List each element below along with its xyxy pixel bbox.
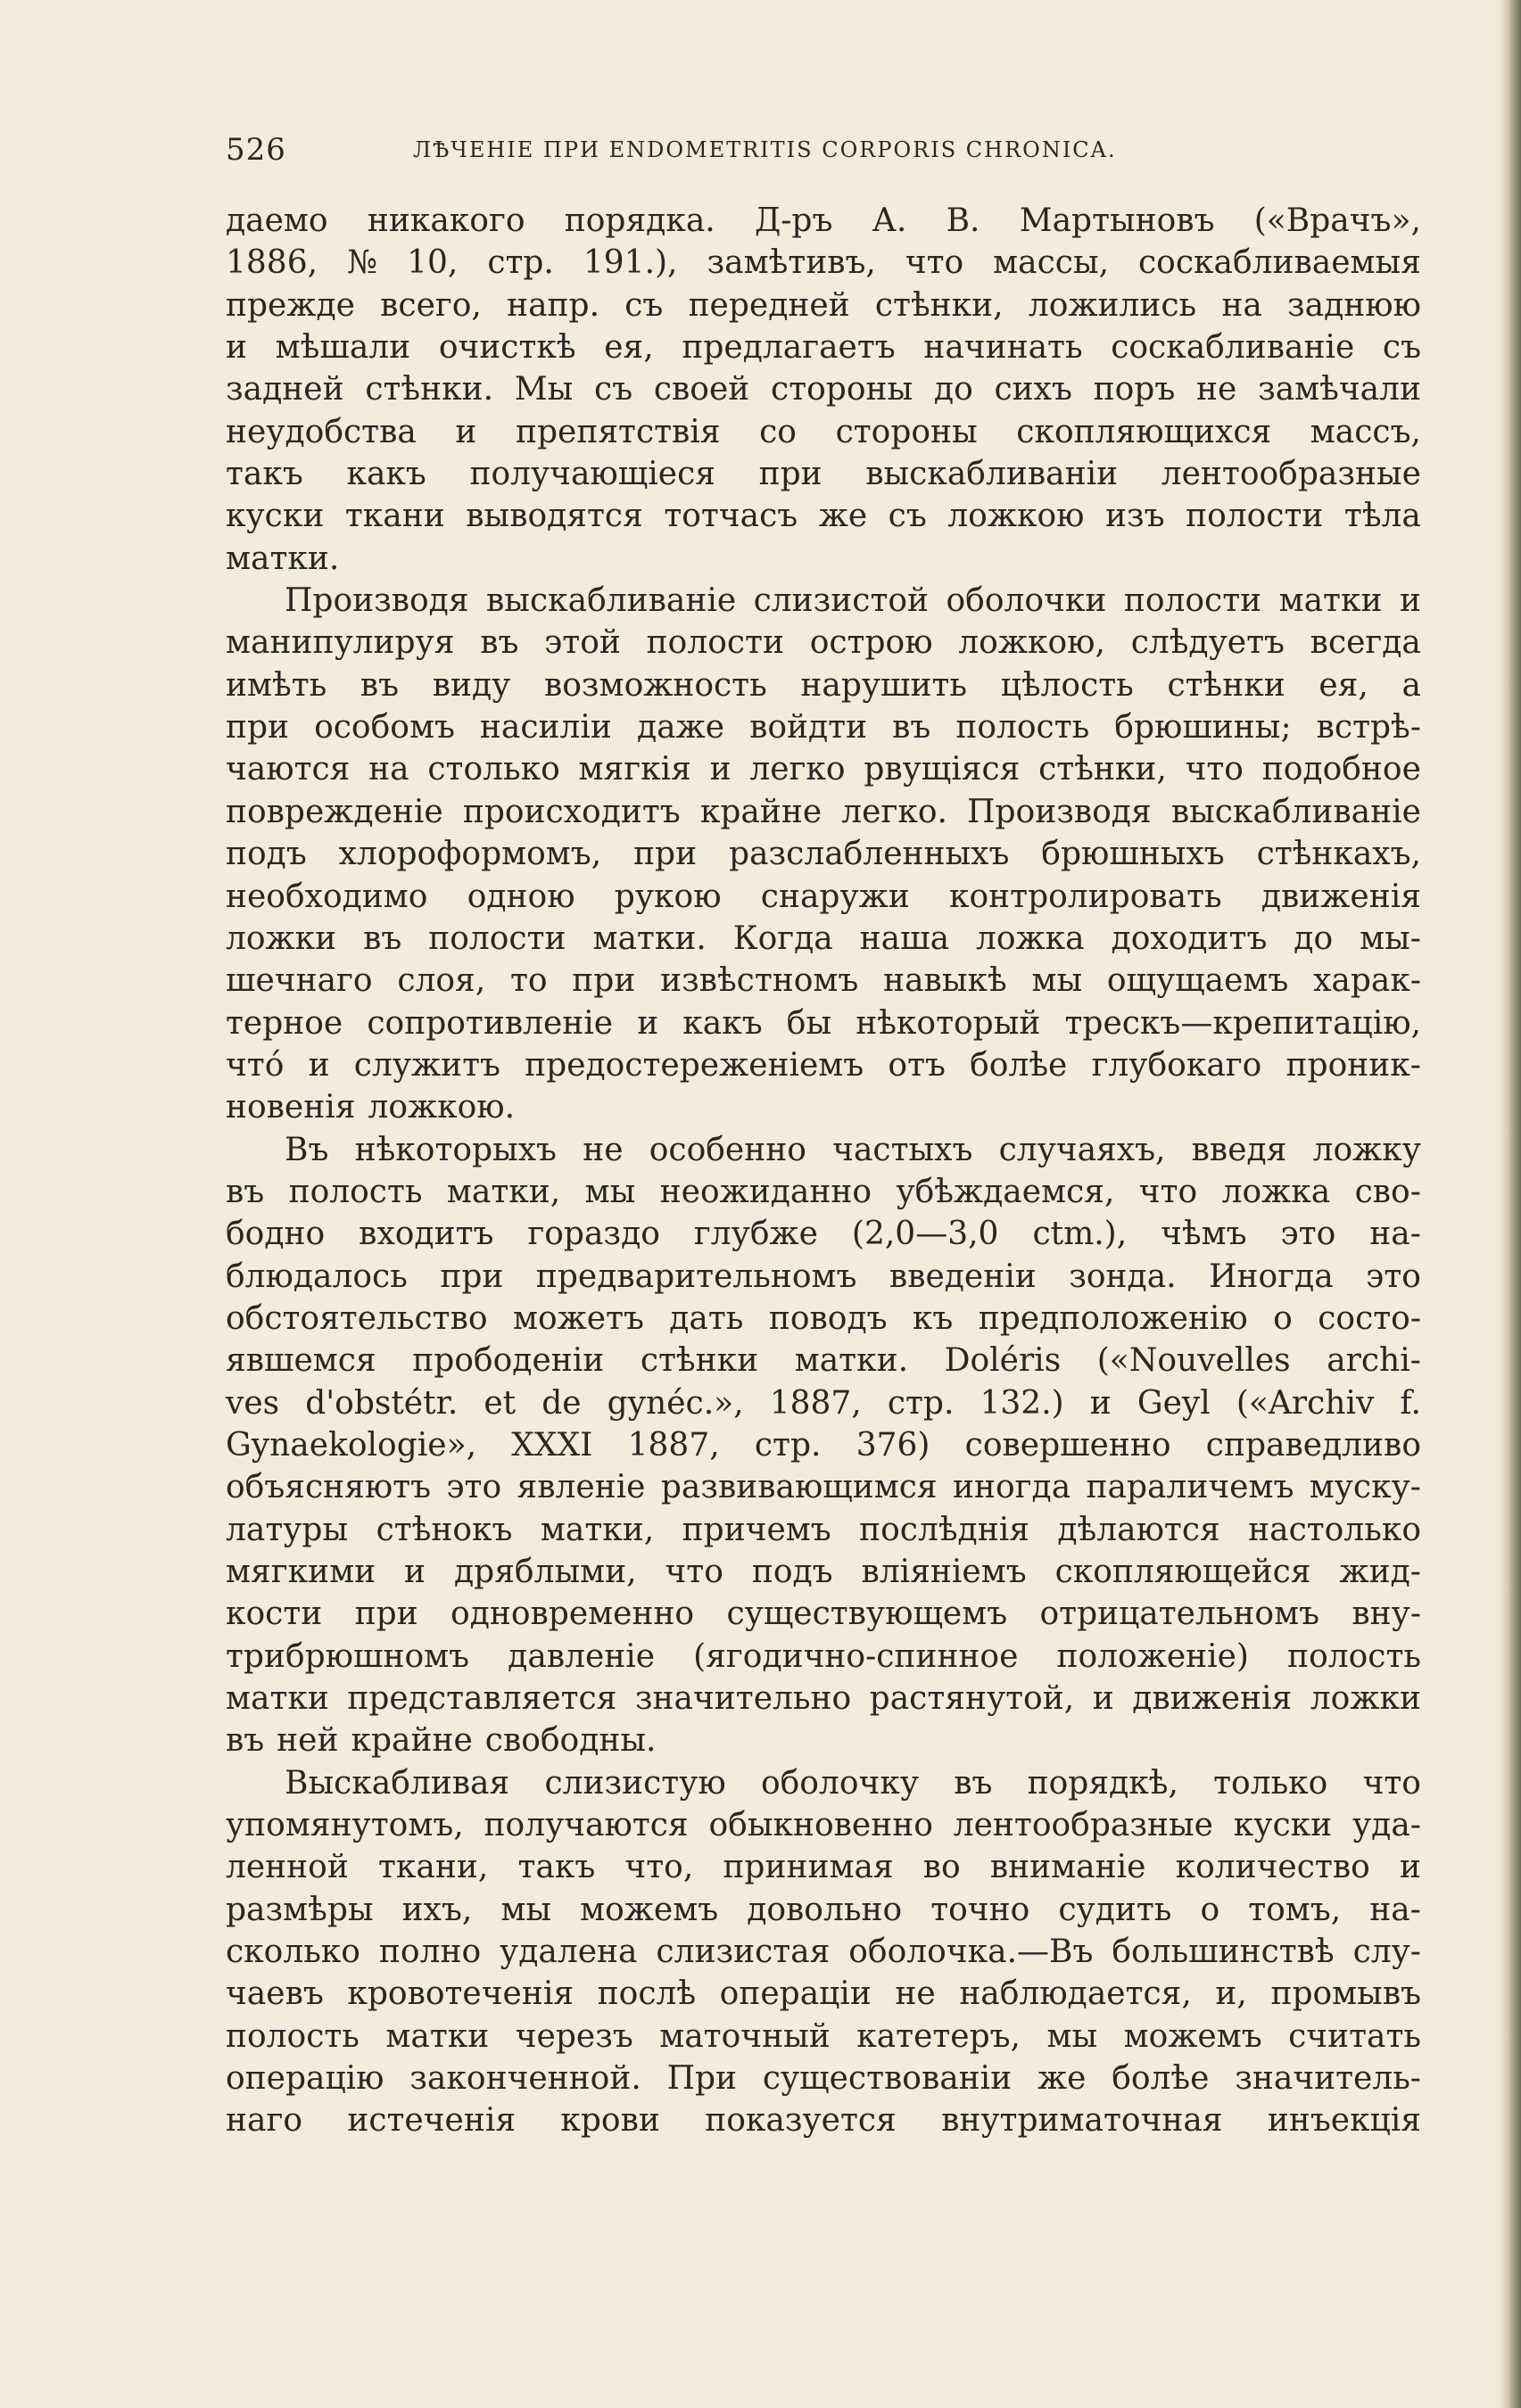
- text-line: неудобства и препятствія со стороны скопляющихся массъ,: [226, 413, 1421, 450]
- text-line: въ полость матки, мы неожиданно убѣждаемся, что ложка сво-: [226, 1173, 1421, 1210]
- text-line: при особомъ насиліи даже войдти въ полость брюшины; встрѣ-: [226, 709, 1421, 746]
- text-line: подъ хлороформомъ, при разслабленныхъ брюшныхъ стѣнкахъ,: [226, 836, 1421, 873]
- text-line: полость матки черезъ маточный катетеръ, мы можемъ считать: [226, 2017, 1421, 2055]
- text-line: ves d'obstétr. et de gynéc.», 1887, стр. 132.) и Geyl («Archiv f.: [226, 1384, 1421, 1422]
- text-line: трибрюшномъ давленіе (ягодично-спинное положеніе) полость: [226, 1637, 1421, 1675]
- text-line: ленной ткани, такъ что, принимая во вниманіе количество и: [226, 1849, 1421, 1886]
- text-line: сколько полно удалена слизистая оболочка.—Въ большинствѣ слу-: [226, 1934, 1421, 1971]
- text-line: Выскабливая слизистую оболочку въ порядкѣ, только что: [285, 1764, 1421, 1802]
- text-line: въ ней крайне свободны.: [226, 1722, 657, 1760]
- text-line: операцію законченной. При существованіи же болѣе значитель-: [226, 2060, 1421, 2098]
- text-line: чаевъ кровотеченія послѣ операціи не наблюдается, и, промывъ: [226, 1975, 1421, 2013]
- text-line: 1886, № 10, стр. 191.), замѣтивъ, что массы, соскабливаемыя: [226, 244, 1421, 282]
- page-edge-shadow: [1498, 0, 1521, 2408]
- text-line: поврежденіе происходитъ крайне легко. Производя выскабливаніе: [226, 793, 1421, 830]
- text-line: чаются на столько мягкія и легко рвущіяся стѣнки, что подобное: [226, 751, 1421, 788]
- text-line: матки представляется значительно растянутой, и движенія ложки: [226, 1680, 1421, 1718]
- text-line: такъ какъ получающіеся при выскабливаніи лентообразные: [226, 456, 1421, 493]
- text-line: блюдалось при предварительномъ введеніи зонда. Иногда это: [226, 1258, 1421, 1295]
- text-line: матки.: [226, 540, 340, 577]
- text-line: задней стѣнки. Мы съ своей стороны до сихъ поръ не замѣчали: [226, 371, 1421, 408]
- text-line: и мѣшали очисткѣ ея, предлагаетъ начинать соскабливаніе съ: [226, 329, 1421, 367]
- text-line: мягкими и дряблыми, что подъ вліяніемъ скопляющейся жид-: [226, 1554, 1421, 1590]
- text-line: обстоятельство можетъ дать поводъ къ предположенію о состо-: [226, 1299, 1421, 1337]
- page-header: [226, 132, 1421, 177]
- text-line: имѣть въ виду возможность нарушить цѣлость стѣнки ея, а: [226, 666, 1421, 704]
- text-line: размѣры ихъ, мы можемъ довольно точно судить о томъ, на-: [226, 1891, 1421, 1928]
- text-line: объясняютъ это явленіе развивающимся иногда параличемъ муску-: [226, 1469, 1421, 1506]
- text-line: явшемся прободеніи стѣнки матки. Doléris («Nouvelles archi-: [226, 1342, 1421, 1380]
- body-text: [226, 200, 1421, 2142]
- text-line: куски ткани выводятся тотчасъ же съ ложкою изъ полости тѣла: [226, 498, 1421, 535]
- text-line: необходимо одною рукою снаружи контролировать движенія: [226, 878, 1421, 915]
- text-line: шечнаго слоя, то при извѣстномъ навыкѣ мы ощущаемъ харак-: [226, 962, 1421, 1000]
- text-line: прежде всего, напр. съ передней стѣнки, ложились на заднюю: [226, 286, 1421, 324]
- text-line: латуры стѣнокъ матки, причемъ послѣднія дѣлаются настолько: [226, 1511, 1421, 1548]
- text-line: что́ и служитъ предостереженіемъ отъ болѣе глубокаго проник-: [226, 1046, 1421, 1084]
- text-line: терное сопротивленіе и какъ бы нѣкоторый трескъ—крепитацію,: [226, 1004, 1421, 1042]
- page-number: 526: [226, 132, 286, 168]
- text-line: ложки въ полости матки. Когда наша ложка доходитъ до мы-: [226, 919, 1421, 957]
- text-line: Gynaekologie», XXXI 1887, стр. 376) совершенно справедливо: [226, 1426, 1421, 1464]
- text-line: Производя выскабливаніе слизистой оболочки полости матки и: [285, 582, 1421, 620]
- text-line: кости при одновременно существующемъ отрицательномъ вну-: [226, 1596, 1421, 1633]
- text-line: упомянутомъ, получаются обыкновенно лентообразные куски уда-: [226, 1807, 1421, 1844]
- text-line: манипулируя въ этой полости острою ложкою, слѣдуетъ всегда: [226, 624, 1421, 662]
- text-line: бодно входитъ гораздо глубже (2,0—3,0 ctm.), чѣмъ это на-: [226, 1216, 1421, 1253]
- running-title: ЛѢЧЕНІЕ ПРИ ENDOMETRITIS CORPORIS CHRONICA.: [413, 137, 1117, 162]
- text-line: новенія ложкою.: [226, 1089, 516, 1126]
- text-line: Въ нѣкоторыхъ не особенно частыхъ случаяхъ, введя ложку: [285, 1131, 1421, 1168]
- text-line: наго истеченія крови показуется внутриматочная инъекція: [226, 2102, 1421, 2140]
- text-line: даемо никакого порядка. Д-ръ А. В. Мартыновъ («Врачъ»,: [226, 202, 1421, 239]
